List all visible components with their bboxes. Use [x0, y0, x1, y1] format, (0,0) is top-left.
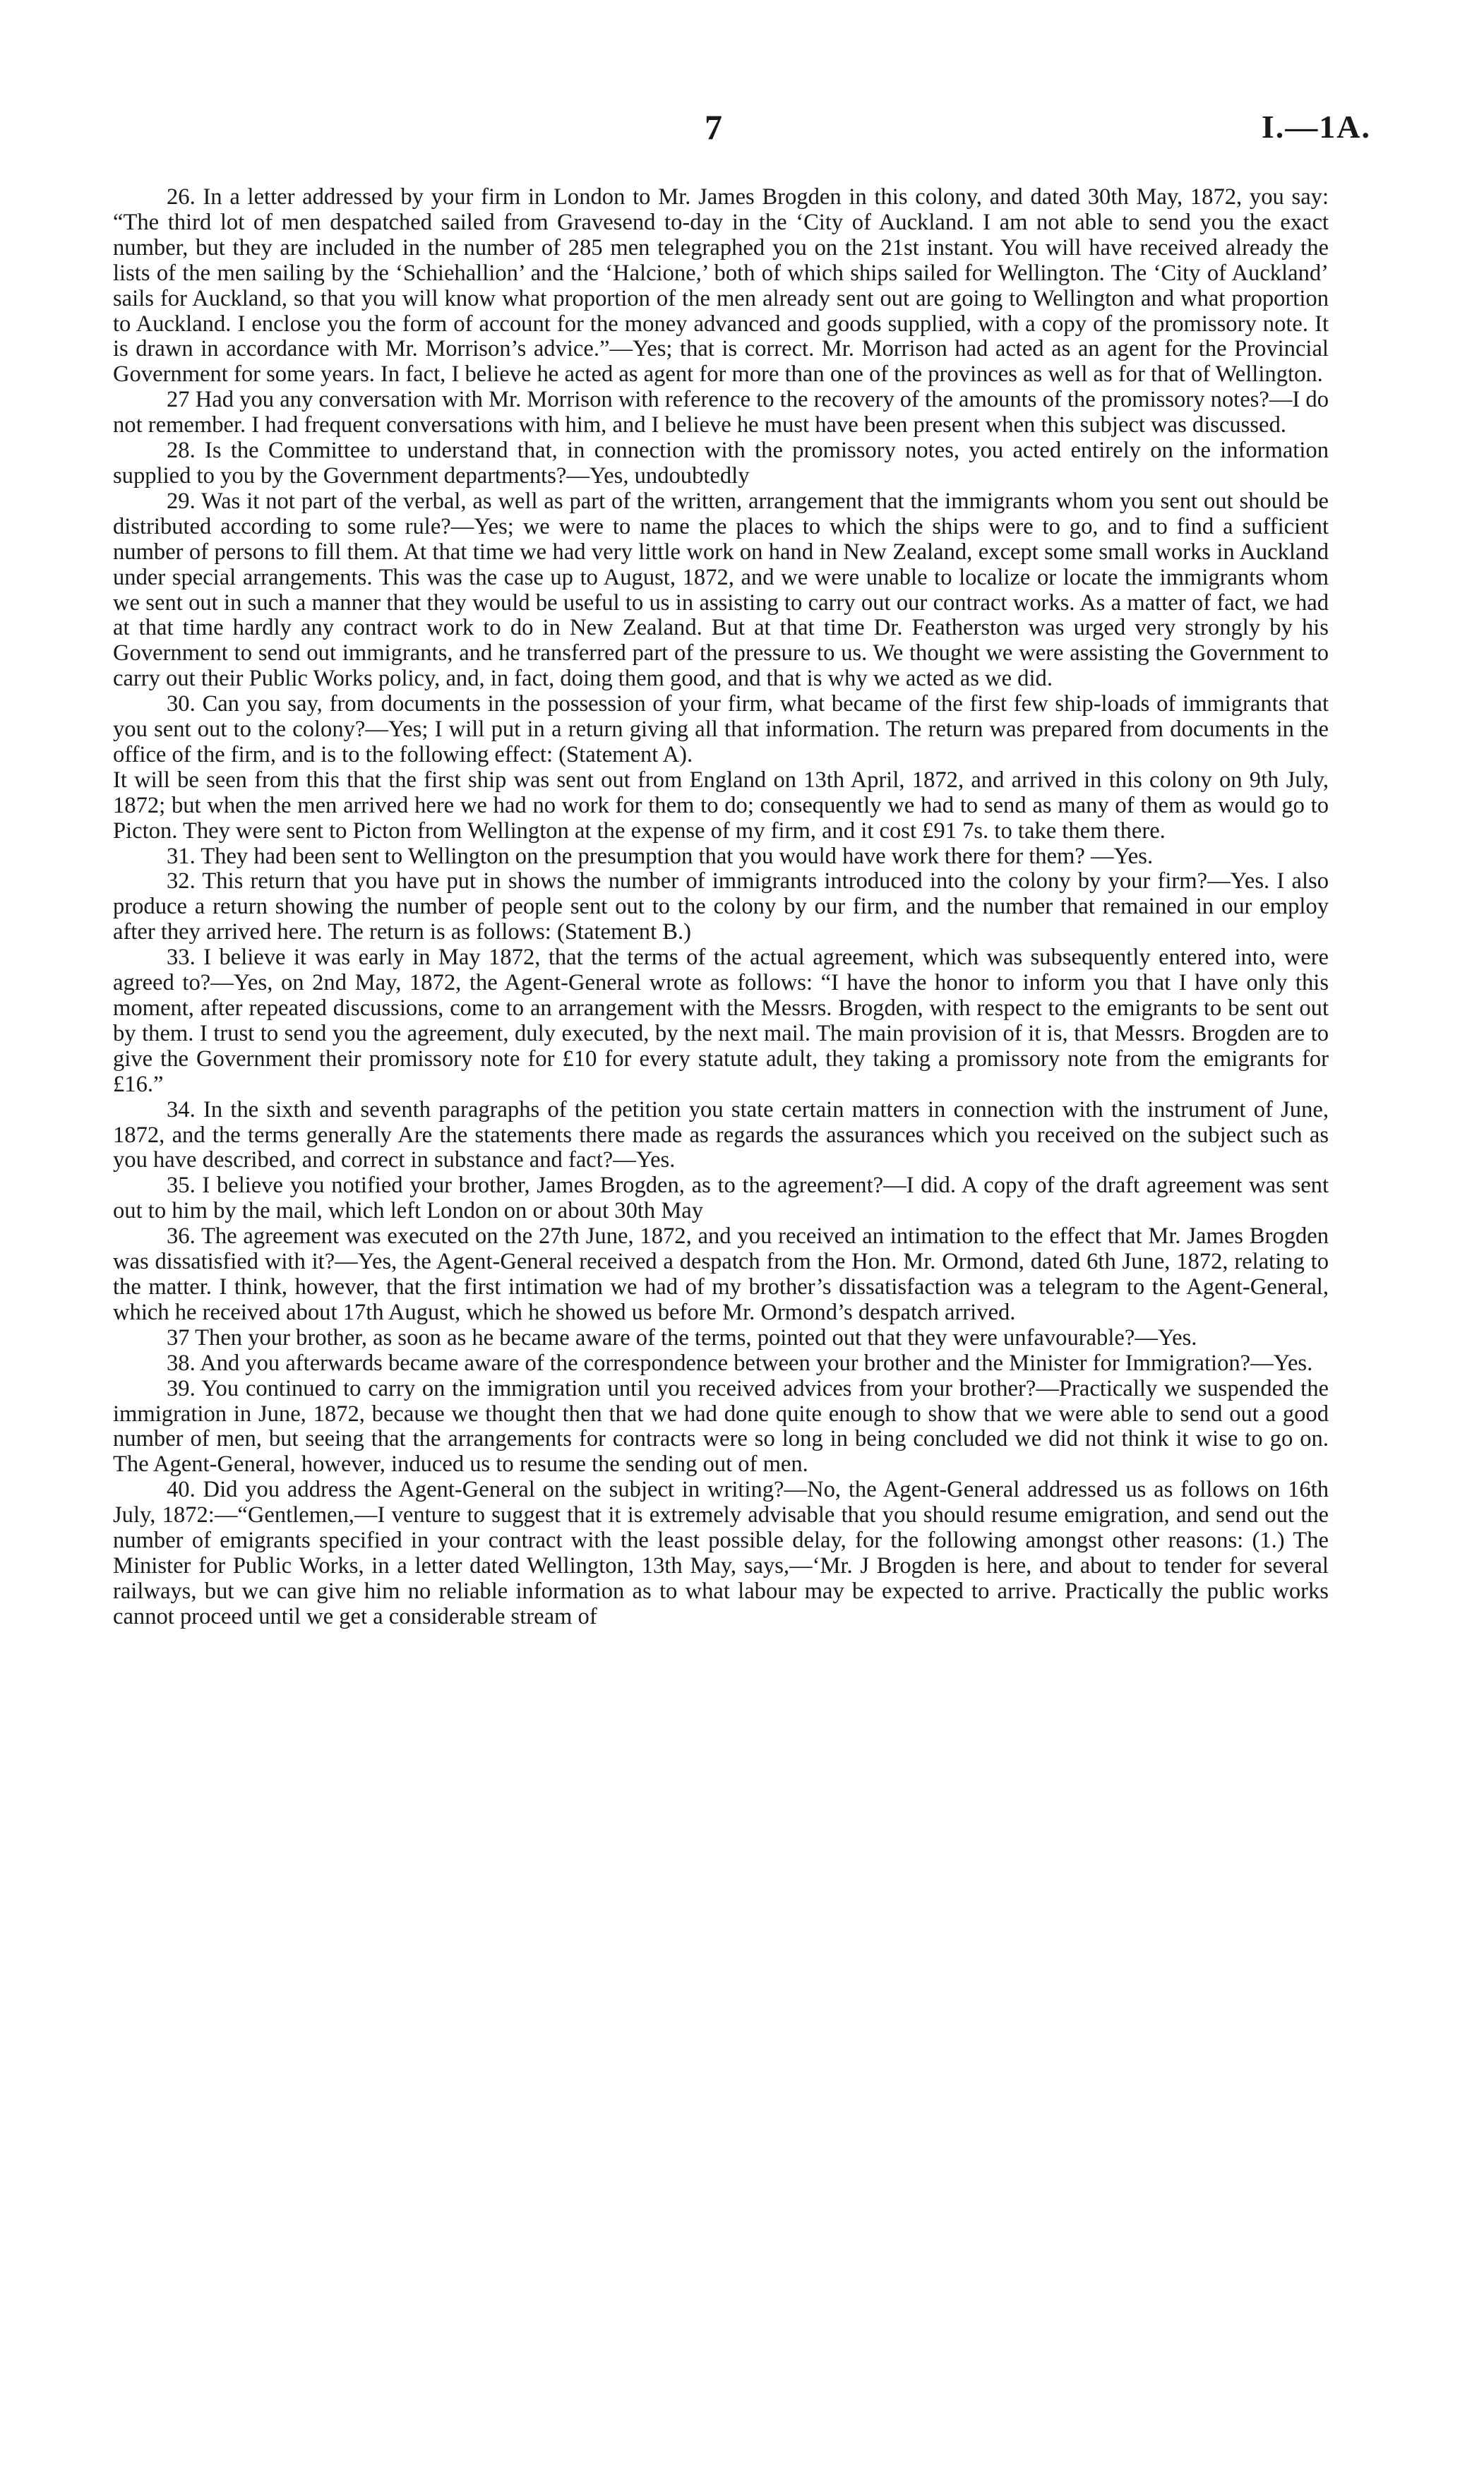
page-header — [0, 106, 1484, 148]
paragraph: 26. In a letter addressed by your firm in London to Mr. James Brogden in this colony, and dated 30th May, 1872, you say: “The third lot of men despatched sailed from Gravesend to-day in the ‘City of Auckland. I am not able to send you the exact number, but they are included in the number of 285 men telegraphed you on the 21st instant. You will have received already the lists of the men sailing by the ‘Schiehallion’ and the ‘Halcione,’ both of which ships sailed for Wellington. The ‘City of Auckland’ sails for Auckland, so that you will know what proportion of the men already sent out are going to Wellington and what proportion to Auckland. I enclose you the form of account for the money advanced and goods supplied, with a copy of the promissory note. It is drawn in accordance with Mr. Morrison’s advice.”—Yes; that is correct. Mr. Morrison had acted as an agent for the Provincial Government for some years. In fact, I believe he acted as agent for more than one of the provinces as well as for that of Wellington. — [113, 184, 1329, 388]
paragraph: 30. Can you say, from documents in the possession of your firm, what became of the first few ship-loads of immigrants that you sent out to the colony?—Yes; I will put in a return giving all that information. The return was prepared from documents in the office of the firm, and is to the following effect: (Statement A). — [113, 691, 1329, 767]
paragraph: 29. Was it not part of the verbal, as well as part of the written, arrangement that the immigrants whom you sent out should be distributed according to some rule?—Yes; we were to name the places to which the ships were to go, and to find a sufficient number of persons to fill them. At that time we had very little work on hand in New Zealand, except some small works in Auckland under special arrangements. This was the case up to August, 1872, and we were unable to localize or locate the immigrants whom we sent out in such a manner that they would be useful to us in assisting to carry out our contract works. As a matter of fact, we had at that time hardly any contract work to do in New Zealand. But at that time Dr. Featherston was urged very strongly by his Government to send out immigrants, and he transferred part of the pressure to us. We thought we were assisting the Government to carry out their Public Works policy, and, in fact, doing them good, and that is why we acted as we did. — [113, 488, 1329, 692]
paragraph: 39. You continued to carry on the immigration until you received advices from your brother?—Practically we suspended the immigration in June, 1872, because we thought then that we had done quite enough to show that we were able to send out a good number of men, but seeing that the arrangements for contracts were so long in being concluded we did not think it wise to go on. The Agent-General, however, induced us to resume the sending out of men. — [113, 1375, 1329, 1478]
paragraph: 34. In the sixth and seventh paragraphs of the petition you state certain matters in connection with the instrument of June, 1872, and the terms generally Are the statements there made as regards the assurances which you received on the subject such as you have described, and correct in substance and fact?—Yes. — [113, 1096, 1329, 1173]
paragraph: 33. I believe it was early in May 1872, that the terms of the actual agreement, which was subsequently entered into, were agreed to?—Yes, on 2nd May, 1872, the Agent-General wrote as follows: “I have the honor to inform you that I have only this moment, after repeated discussions, come to an arrangement with the Messrs. Brogden, with respect to the emigrants to be sent out by them. I trust to send you the agreement, duly executed, by the next mail. The main provision of it is, that Messrs. Brogden are to give the Government their promissory note for £10 for every statute adult, they taking a promissory note from the emigrants for £16.” — [113, 945, 1329, 1097]
paragraph: 27 Had you any conversation with Mr. Morrison with reference to the recovery of the amounts of the promissory notes?—I do not remember. I had frequent conversations with him, and I believe he must have been present when this subject was discussed. — [113, 387, 1329, 438]
paragraph: 37 Then your brother, as soon as he became aware of the terms, pointed out that they were unfavourable?—Yes. — [167, 1324, 1197, 1351]
paragraph: 28. Is the Committee to understand that, in connection with the promissory notes, you acted entirely on the information supplied to you by the Government departments?—Yes, undoubtedly — [113, 438, 1329, 489]
page-number: 7 — [705, 107, 722, 147]
document-body — [113, 185, 1329, 1630]
paragraph: It will be seen from this that the first ship was sent out from England on 13th April, 1872, and arrived in this colony on 9th July, 1872; but when the men arrived here we had no work for them to do; consequently we had to send as many of them as would go to Picton. They were sent to Picton from Wellington at the expense of my firm, and it cost £91 7s. to take them there. — [113, 767, 1329, 844]
paragraph: 36. The agreement was executed on the 27th June, 1872, and you received an intimation to the effect that Mr. James Brogden was dissatisfied with it?—Yes, the Agent-General received a despatch from the Hon. Mr. Ormond, dated 6th June, 1872, relating to the matter. I think, however, that the first intimation we had of my brother’s dissatisfaction was a telegram to the Agent-General, which he received about 17th August, which he showed us before Mr. Ormond’s despatch arrived. — [113, 1223, 1329, 1325]
paragraph: 31. They had been sent to Wellington on the presumption that you would have work there for them? —Yes. — [167, 843, 1154, 869]
paragraph: 32. This return that you have put in shows the number of immigrants introduced into the colony by your firm?—Yes. I also produce a return showing the number of people sent out to the colony by our firm, and the number that remained in our employ after they arrived here. The return is as follows: (Statement B.) — [113, 868, 1329, 945]
paragraph: 38. And you afterwards became aware of the correspondence between your brother and the Minister for Immigration?—Yes. — [167, 1350, 1313, 1376]
paragraph: 40. Did you address the Agent-General on the subject in writing?—No, the Agent-General addressed us as follows on 16th July, 1872:—“Gentlemen,—I venture to suggest that it is extremely advisable that you should resume emigration, and send out the number of emigrants specified in your contract with the least possible delay, for the following amongst other reasons: (1.) The Minister for Public Works, in a letter dated Wellington, 13th May, says,—‘Mr. J Brogden is here, and about to tender for several railways, but we can give him no reliable information as to what labour may be expected to arrive. Practically the public works cannot proceed until we get a considerable stream of — [113, 1477, 1329, 1629]
document-reference: I.—1A. — [1261, 109, 1371, 145]
paragraph: 35. I believe you notified your brother, James Brogden, as to the agreement?—I did. A copy of the draft agreement was sent out to him by the mail, which left London on or about 30th May — [113, 1173, 1329, 1224]
